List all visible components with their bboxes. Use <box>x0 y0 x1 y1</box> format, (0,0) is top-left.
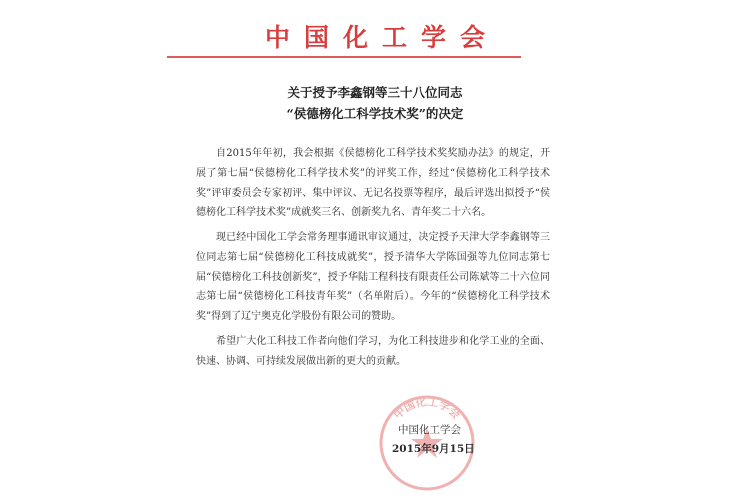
letterhead-org-name: 中国化工学会 <box>264 23 499 52</box>
paragraph-2: 现已经中国化工学会常务理事通讯审议通过，决定授予天津大学李鑫钢等三位同志第七届“侯德榜化工科技成就奖”，授予清华大学陈国强等九位同志第七届“侯德榜化工科技创新奖”，授予华陆工程科技有限责任公司陈斌等二十六位同志第七届“侯德榜化工科技青年奖”（名单附后）。今年的“侯德榜化工科学技术奖”得到了辽宁奥克化学股份有限公司的赞助。 <box>196 232 550 323</box>
document-title-line1: 关于授予李鑫钢等三十八位同志 <box>287 85 463 100</box>
paragraph-3: 希望广大化工科技工作者向他们学习，为化工科技进步和化学工业的全面、快速、协调、可持续发展做出新的更大的贡献。 <box>196 336 550 367</box>
signature-org: 中国化工学会 <box>398 424 461 436</box>
signature-date: 2015年9月15日 <box>392 443 475 455</box>
document-title-line2: “侯德榜化工科学技术奖”的决定 <box>286 106 464 121</box>
paragraph-1: 自2015年年初，我会根据《侯德榜化工科学技术奖奖励办法》的规定，开展了第七届“侯德榜化工科学技术奖”的评奖工作，经过“侯德榜化工科学技术奖”评审委员会专家初评、集中评议、无记名投票等程序，最后评选出拟授予“侯德榜化工科学技术奖”成就奖三名、创新奖九名、青年奖二十六名。 <box>196 148 550 219</box>
seal-text: 中国化工学会 <box>391 395 463 422</box>
letterhead-rule <box>167 56 521 58</box>
